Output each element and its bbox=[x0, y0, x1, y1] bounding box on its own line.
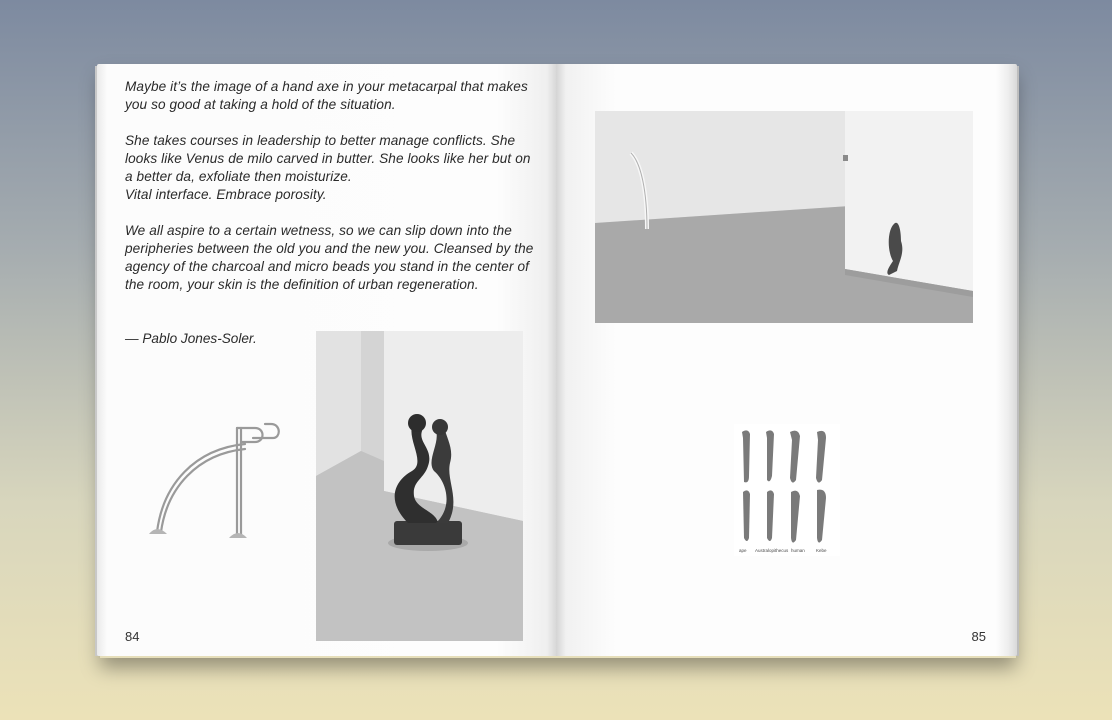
text-line: She takes courses in leadership to better manage conflicts. She bbox=[125, 133, 516, 148]
text-line: looks like Venus de milo carved in butter. She looks like her but on bbox=[125, 151, 531, 166]
text-line: Vital interface. Embrace porosity. bbox=[125, 187, 327, 202]
paragraph-3 bbox=[125, 222, 535, 294]
bone-label-human: human bbox=[791, 548, 805, 553]
text-line: you so good at taking a hold of the situation. bbox=[125, 97, 396, 112]
author-signature: — Pablo Jones-Soler. bbox=[125, 331, 257, 346]
metacarpal-bones-comparison-figure bbox=[734, 424, 840, 556]
bone-label-australopithecus: Australopithecus bbox=[755, 548, 789, 553]
text-line: the room, your skin is the definition of urban regeneration. bbox=[125, 277, 479, 292]
bone-label-ape: ape bbox=[739, 548, 747, 553]
page-number-right: 85 bbox=[971, 629, 986, 644]
gallery-installation-photo bbox=[595, 111, 973, 323]
page-number-left: 84 bbox=[125, 629, 140, 644]
paragraph-2 bbox=[125, 132, 535, 204]
left-page bbox=[97, 64, 556, 656]
bone-label-kebe: Kebe bbox=[816, 548, 827, 553]
paragraph-1 bbox=[125, 78, 535, 114]
curved-rod-sculpture-drawing bbox=[145, 414, 295, 549]
text-line: a better da, exfoliate then moisturize. bbox=[125, 169, 352, 184]
text-line: We all aspire to a certain wetness, so we can slip down into the bbox=[125, 223, 512, 238]
text-line: Maybe it’s the image of a hand axe in your metacarpal that makes bbox=[125, 79, 528, 94]
text-line: peripheries between the old you and the new you. Cleansed by the bbox=[125, 241, 534, 256]
text-line: agency of the charcoal and micro beads you stand in the center of bbox=[125, 259, 529, 274]
heart-couple-sculpture-photo bbox=[316, 331, 523, 641]
right-page bbox=[556, 64, 1017, 656]
body-text bbox=[125, 78, 535, 312]
